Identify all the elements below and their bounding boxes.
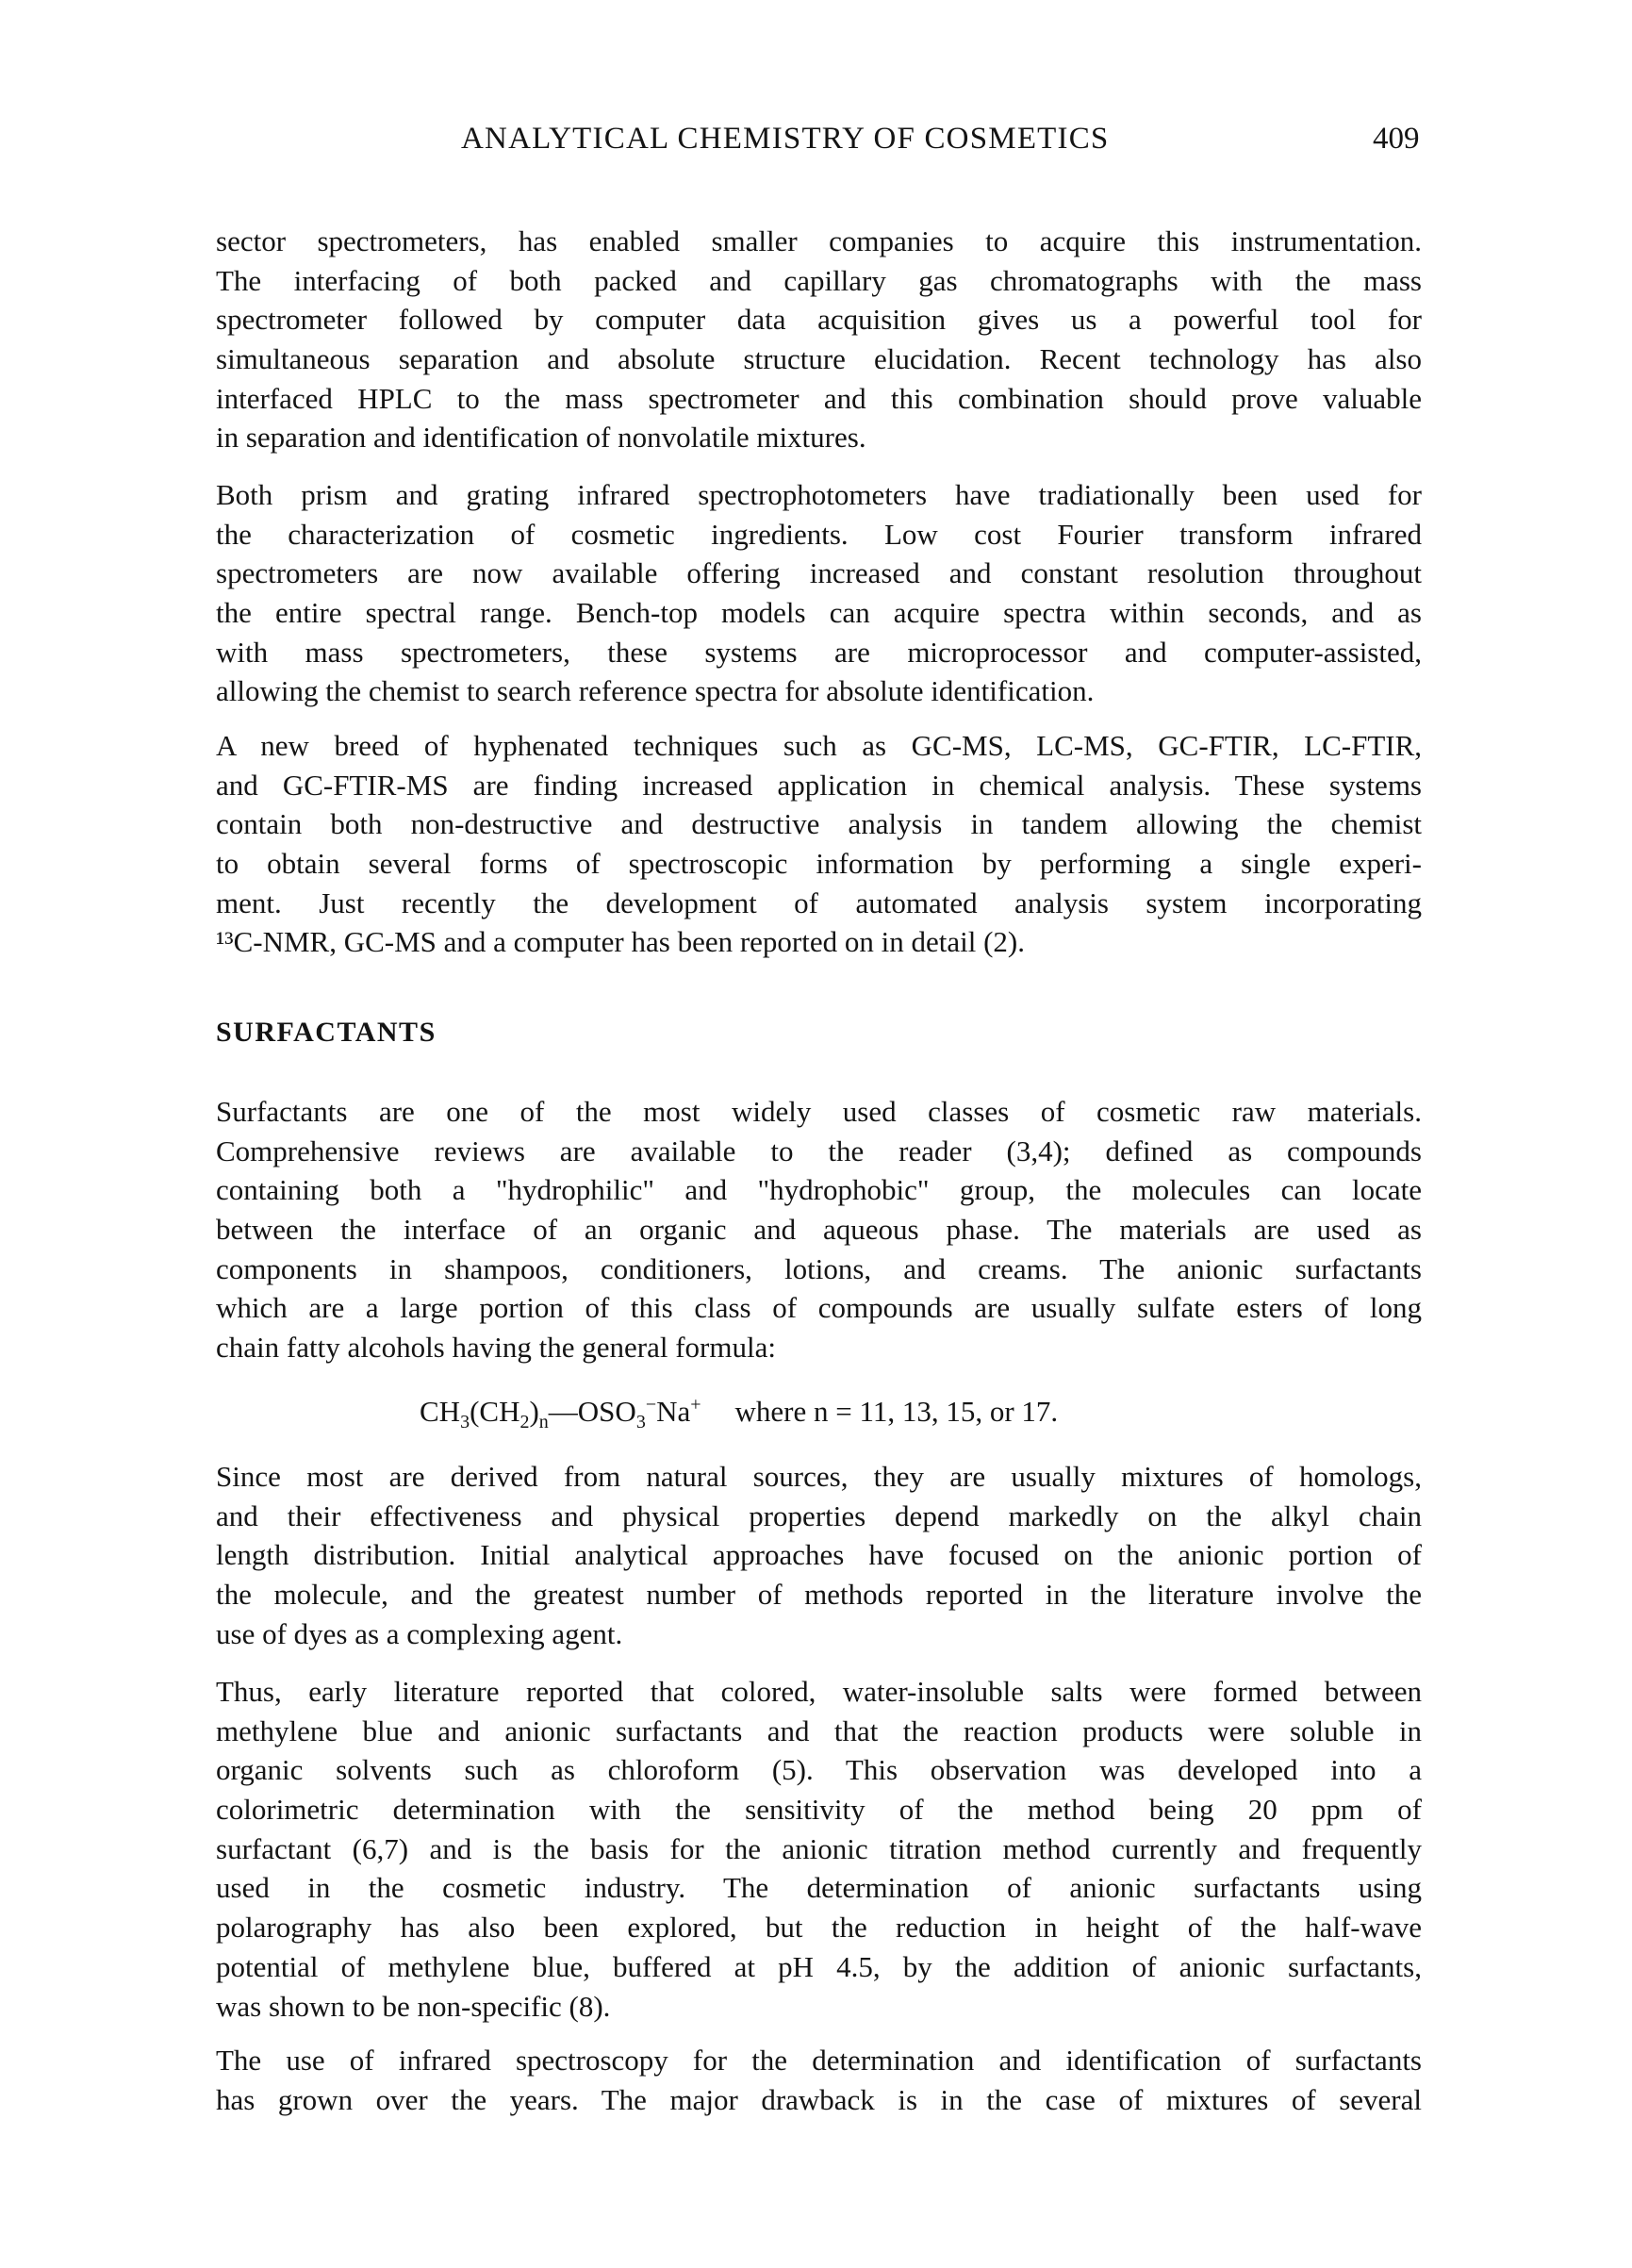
text-line: and their effectiveness and physical properties depend markedly on the alkyl chain	[216, 1498, 1422, 1532]
paragraph-ir-surfactants	[216, 2041, 1422, 2119]
text-line: The use of infrared spectroscopy for the determination and identification of surfactants	[216, 2044, 1422, 2077]
paragraph-methylene-blue	[216, 1672, 1422, 2026]
text-line: the entire spectral range. Bench-top models can acquire spectra within seconds, and as	[216, 596, 1422, 630]
formula-paren: )	[529, 1395, 539, 1428]
text-line: ment. Just recently the development of automated analysis system incorporating	[216, 886, 1422, 919]
text-line: containing both a "hydrophilic" and "hydrophobic" group, the molecules can locate	[216, 1173, 1422, 1207]
text-line: surfactant (6,7) and is the basis for the anionic titration method currently and frequently	[216, 1831, 1422, 1865]
formula-ch2: (CH	[470, 1395, 520, 1428]
formula-ch: CH	[420, 1395, 461, 1428]
text-line: in separation and identification of nonvolatile mixtures.	[216, 421, 866, 455]
text-line: methylene blue and anionic surfactants and that the reaction products were soluble in	[216, 1713, 1422, 1747]
paragraph-homologs	[216, 1457, 1422, 1653]
section-heading-surfactants: SURFACTANTS	[216, 1017, 437, 1048]
text-line: Surfactants are one of the most widely used classes of cosmetic raw materials.	[216, 1095, 1422, 1128]
text-line: contain both non-destructive and destructive analysis in tandem allowing the chemist	[216, 807, 1422, 841]
text-line: to obtain several forms of spectroscopic information by performing a single experi-	[216, 847, 1422, 881]
text-line: use of dyes as a complexing agent.	[216, 1616, 623, 1650]
text-line: Both prism and grating infrared spectrophotometers have tradiationally been used for	[216, 478, 1422, 511]
text-line: colorimetric determination with the sensitivity of the method being 20 ppm of	[216, 1793, 1422, 1827]
text-line: length distribution. Initial analytical approaches have focused on the anionic portion of	[216, 1538, 1422, 1572]
text-line: with mass spectrometers, these systems are microprocessor and computer-assisted,	[216, 635, 1422, 669]
formula-sub: n	[538, 1412, 549, 1433]
paragraph-hyphenated-techniques	[216, 726, 1422, 962]
text-line: and GC-FTIR-MS are finding increased application in chemical analysis. These systems	[216, 768, 1422, 802]
page-number: 409	[1373, 122, 1420, 156]
formula-condition: where n = 11, 13, 15, or 17.	[734, 1395, 1059, 1428]
text-line: polarography has also been explored, but the reduction in height of the half-wave	[216, 1911, 1422, 1945]
text-line: used in the cosmetic industry. The determination of anionic surfactants using	[216, 1871, 1422, 1905]
running-head: ANALYTICAL CHEMISTRY OF COSMETICS	[461, 122, 1110, 156]
text-line: ¹³C-NMR, GC-MS and a computer has been reported on in detail (2).	[216, 925, 1025, 959]
text-line: has grown over the years. The major drawback is in the case of mixtures of several	[216, 2082, 1422, 2116]
text-line: spectrometer followed by computer data acquisition gives us a powerful tool for	[216, 303, 1422, 337]
text-line: components in shampoos, conditioners, lotions, and creams. The anionic surfactants	[216, 1251, 1422, 1285]
text-line: interfaced HPLC to the mass spectrometer and this combination should prove valuable	[216, 381, 1422, 415]
text-line: Thus, early literature reported that colored, water-insoluble salts were formed between	[216, 1675, 1422, 1708]
text-line: between the interface of an organic and aqueous phase. The materials are used as	[216, 1213, 1422, 1247]
text-line: which are a large portion of this class of compounds are usually sulfate esters of long	[216, 1291, 1422, 1325]
formula-sub: 2	[519, 1412, 530, 1433]
formula-sup: −	[645, 1394, 657, 1415]
text-line: Comprehensive reviews are available to the reader (3,4); defined as compounds	[216, 1134, 1422, 1167]
text-line: sector spectrometers, has enabled smaller companies to acquire this instrumentation.	[216, 224, 1422, 257]
paragraph-infrared	[216, 475, 1422, 711]
text-line: was shown to be non-specific (8).	[216, 1989, 611, 2023]
text-line: chain fatty alcohols having the general formula:	[216, 1331, 776, 1365]
paragraph-surfactants-intro	[216, 1092, 1422, 1367]
formula-sub: 3	[635, 1412, 646, 1433]
paragraph-mass-spectrometry	[216, 222, 1422, 457]
chemical-formula	[420, 1392, 1058, 1432]
formula-na: Na	[656, 1395, 691, 1428]
formula-sub: 3	[460, 1412, 470, 1433]
text-line: the characterization of cosmetic ingredients. Low cost Fourier transform infrared	[216, 517, 1422, 551]
text-line: allowing the chemist to search reference spectra for absolute identification.	[216, 674, 1095, 708]
text-line: The interfacing of both packed and capillary gas chromatographs with the mass	[216, 263, 1422, 297]
formula-sup: +	[690, 1394, 701, 1415]
formula-oso: —OSO	[548, 1395, 636, 1428]
text-line: the molecule, and the greatest number of methods reported in the literature involve the	[216, 1578, 1422, 1612]
text-line: organic solvents such as chloroform (5). This observation was developed into a	[216, 1753, 1422, 1787]
text-line: Since most are derived from natural sources, they are usually mixtures of homologs,	[216, 1460, 1422, 1493]
text-line: potential of methylene blue, buffered at pH 4.5, by the addition of anionic surfactants,	[216, 1949, 1422, 1983]
text-line: A new breed of hyphenated techniques such as GC-MS, LC-MS, GC-FTIR, LC-FTIR,	[216, 729, 1422, 762]
text-line: spectrometers are now available offering increased and constant resolution throughout	[216, 556, 1422, 590]
text-line: simultaneous separation and absolute structure elucidation. Recent technology has also	[216, 342, 1422, 376]
